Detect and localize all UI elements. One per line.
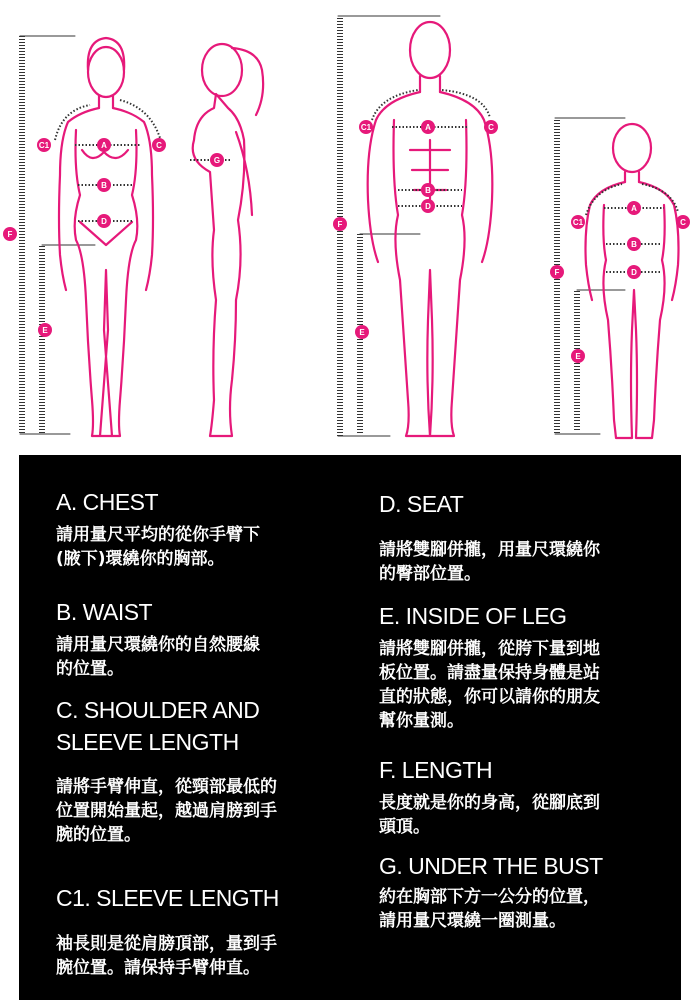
length-text: 長度就是你的身高，從腳底到 頭頂。	[379, 793, 600, 837]
marker-c-child	[676, 215, 690, 229]
svg-text:A: A	[631, 204, 637, 213]
shoulder-sleeve-heading-line1: C. SHOULDER AND	[56, 697, 260, 723]
shoulder-sleeve-text: 請將手臂伸直，從頸部最低的 位置開始量起，越過肩膀到手 腕的位置。	[56, 777, 277, 845]
svg-text:C: C	[680, 218, 686, 227]
marker-d-man	[421, 199, 435, 213]
marker-c1-man	[359, 120, 373, 134]
svg-text:G: G	[213, 156, 221, 165]
marker-a-woman	[97, 138, 111, 152]
waist-heading: B. WAIST	[56, 599, 153, 625]
marker-d-woman	[97, 214, 111, 228]
svg-text:F: F	[7, 230, 13, 239]
sleeve-length-heading: C1. SLEEVE LENGTH	[56, 885, 279, 911]
svg-text:C1: C1	[572, 218, 584, 227]
length-heading: F. LENGTH	[379, 757, 493, 783]
marker-a-man	[421, 120, 435, 134]
woman-side-figure	[193, 44, 263, 436]
svg-text:B: B	[631, 240, 637, 249]
svg-text:A: A	[425, 123, 431, 132]
svg-text:F: F	[337, 220, 343, 229]
marker-f-woman	[3, 227, 17, 241]
man-front-figure	[337, 16, 492, 436]
marker-d-child	[627, 265, 641, 279]
svg-text:C: C	[488, 123, 494, 132]
svg-text:D: D	[101, 217, 107, 226]
sleeve-length-text: 袖長則是從肩膀頂部，量到手 腕位置。請保持手臂伸直。	[56, 934, 277, 978]
seat-text: 請將雙腳併攏，用量尺環繞你 的臀部位置。	[379, 540, 600, 584]
svg-text:D: D	[425, 202, 431, 211]
waist-text: 請用量尺環繞你的自然腰線 的位置。	[56, 635, 260, 679]
svg-text:F: F	[554, 268, 560, 277]
svg-text:E: E	[575, 352, 581, 361]
svg-text:D: D	[631, 268, 637, 277]
chest-heading: A. CHEST	[56, 489, 159, 515]
marker-c-man	[484, 120, 498, 134]
under-bust-text: 約在胸部下方一公分的位置， 請用量尺環繞一圈測量。	[379, 887, 600, 931]
chest-text: 請用量尺平均的從你手臂下 (腋下)環繞你的胸部。	[56, 525, 260, 569]
under-bust-heading: G. UNDER THE BUST	[379, 853, 603, 879]
marker-b-child	[627, 237, 641, 251]
svg-text:A: A	[101, 141, 107, 150]
svg-text:C1: C1	[360, 123, 372, 132]
svg-text:B: B	[425, 186, 431, 195]
marker-c1-woman	[37, 138, 51, 152]
marker-a-child	[627, 201, 641, 215]
marker-f-man	[333, 217, 347, 231]
marker-e-man	[355, 325, 369, 339]
marker-e-woman	[38, 323, 52, 337]
marker-b-woman	[97, 178, 111, 192]
marker-f-child	[550, 265, 564, 279]
marker-c1-child	[571, 215, 585, 229]
svg-text:C1: C1	[38, 141, 50, 150]
seat-heading: D. SEAT	[379, 491, 464, 517]
svg-text:C: C	[156, 141, 162, 150]
child-front-figure	[554, 118, 679, 438]
body-measurement-figures	[0, 0, 700, 450]
inside-leg-text: 請將雙腳併攏，從胯下量到地 板位置。請盡量保持身體是站 直的狀態，你可以請你的朋友 幫你量測。	[379, 639, 600, 731]
marker-c-woman	[152, 138, 166, 152]
marker-g-woman	[210, 153, 224, 167]
marker-b-man	[421, 183, 435, 197]
inside-leg-heading: E. INSIDE OF LEG	[379, 603, 567, 629]
marker-e-child	[571, 349, 585, 363]
woman-front-figure	[19, 36, 153, 436]
svg-text:E: E	[42, 326, 48, 335]
svg-text:E: E	[359, 328, 365, 337]
instructions-panel	[19, 455, 681, 1000]
svg-text:B: B	[101, 181, 107, 190]
shoulder-sleeve-heading-line2: SLEEVE LENGTH	[56, 729, 239, 755]
